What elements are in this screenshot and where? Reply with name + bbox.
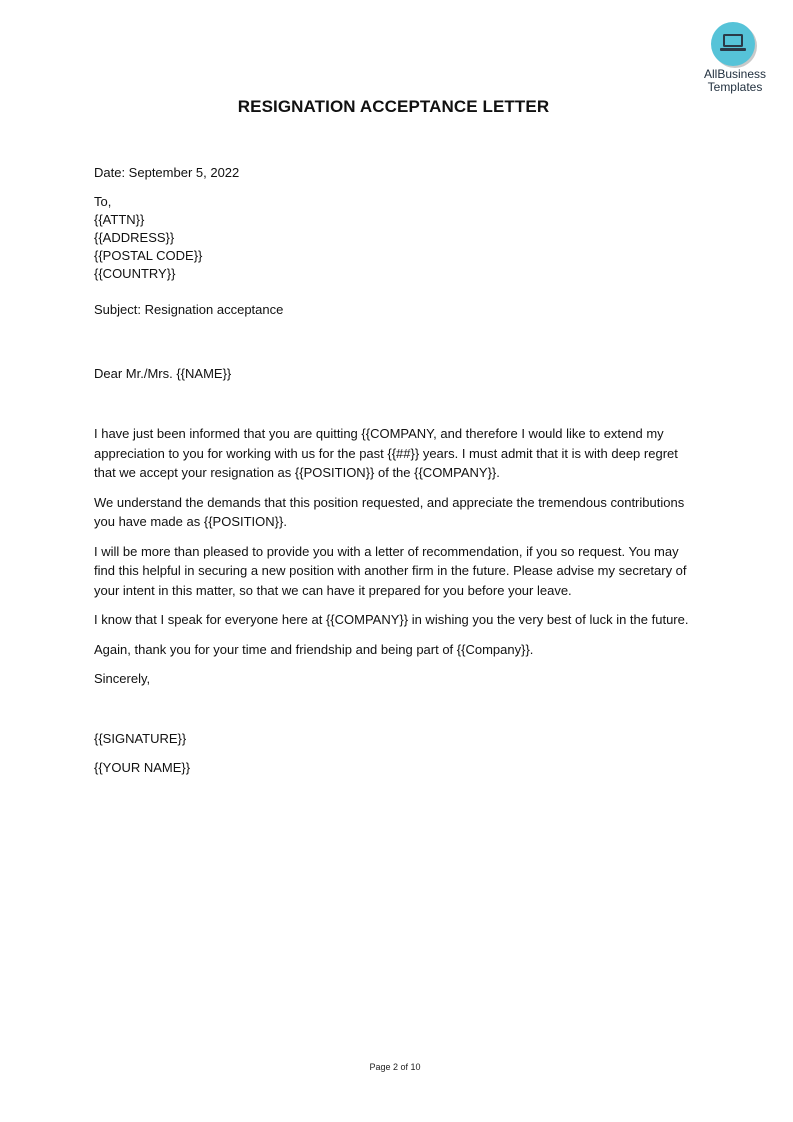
recipient-country: {{COUNTRY}} (94, 266, 176, 281)
page-number: Page 2 of 10 (369, 1062, 421, 1072)
letter-body (94, 163, 694, 777)
letter-date: Date: September 5, 2022 (94, 165, 240, 180)
paragraph-1: I have just been informed that you are quitting {{COMPANY, and therefore I would like to extend my appreciation to you for working with us for the past {{##}} years. I must admit that it is with deep regret that we accept your resignation as {{POSITION}} of the {{COMPANY}}. (94, 426, 678, 480)
logo-circle (711, 22, 755, 66)
laptop-icon (720, 33, 746, 53)
letter-closing: Sincerely, (94, 671, 151, 686)
brand-line2: Templates (707, 80, 763, 94)
signature-placeholder: {{SIGNATURE}} (94, 731, 187, 746)
brand-logo[interactable] (696, 20, 780, 98)
page-title: RESIGNATION ACCEPTANCE LETTER (237, 97, 550, 116)
recipient-attn: {{ATTN}} (94, 212, 145, 227)
paragraph-4: I know that I speak for everyone here at {{COMPANY}} in wishing you the very best of luck in the future. (94, 612, 689, 627)
recipient-block (94, 193, 694, 283)
letter-subject: Subject: Resignation acceptance (94, 302, 284, 317)
brand-line1: AllBusiness (703, 67, 767, 81)
paragraph-3: I will be more than pleased to provide you with a letter of recommendation, if you so request. You may find this helpful in securing a new position with another firm in the future. Please advise my secretary of your intent in this matter, so that we can have it prepared for you before your leave. (94, 543, 687, 598)
paragraph-5: Again, thank you for your time and friendship and being part of {{Company}}. (94, 641, 534, 657)
recipient-postal-code: {{POSTAL CODE}} (94, 248, 203, 263)
brand-name (696, 68, 774, 94)
sender-name: {{YOUR NAME}} (94, 760, 191, 775)
paragraph-2: We understand the demands that this position requested, and appreciate the tremendous contributions you have made as {{POSITION}}. (94, 494, 685, 529)
letter-salutation: Dear Mr./Mrs. {{NAME}} (94, 366, 232, 381)
recipient-address: {{ADDRESS}} (94, 230, 175, 245)
recipient-to: To, (94, 194, 112, 209)
